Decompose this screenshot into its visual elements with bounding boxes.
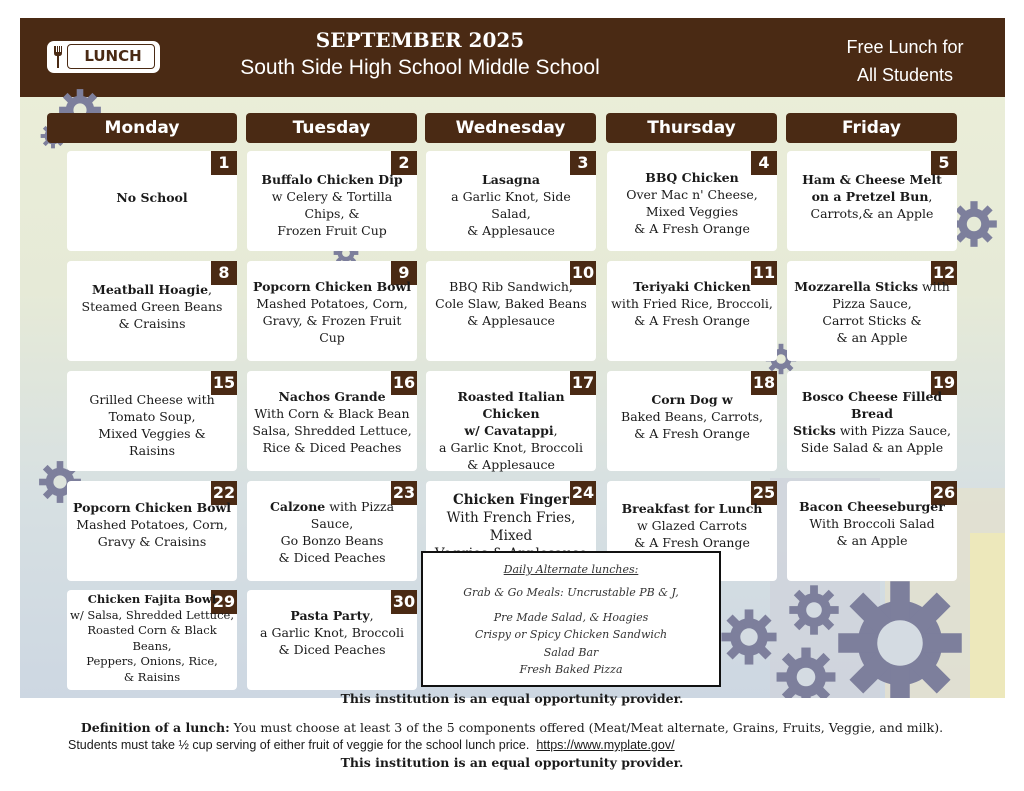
- menu-line: Baked Beans, Carrots,: [621, 409, 763, 424]
- menu-line: With French Fries, Mixed: [446, 510, 576, 544]
- menu-text: [71, 189, 233, 206]
- day-number: 11: [751, 261, 777, 285]
- menu-line: Carrots,& an Apple: [810, 206, 934, 221]
- header-bar: [20, 18, 1005, 97]
- day-cell: [67, 481, 237, 581]
- equal-opportunity-top: This institution is an equal opportunity provider.: [340, 691, 684, 706]
- menu-line: Grilled Cheese with: [89, 392, 215, 407]
- menu-line: Rice & Diced Peaches: [262, 440, 402, 455]
- menu-text: [251, 388, 413, 456]
- menu-text: [251, 278, 413, 346]
- day-number: 3: [570, 151, 596, 175]
- building-decoration: [970, 533, 1005, 698]
- menu-line: No School: [116, 190, 188, 205]
- menu-line: With Corn & Black Bean: [254, 406, 410, 421]
- day-number: 5: [931, 151, 957, 175]
- menu-line: Mashed Potatoes, Corn,: [76, 517, 228, 532]
- logo-label: LUNCH: [67, 44, 155, 69]
- day-cell: [426, 261, 596, 361]
- day-cell: [67, 590, 237, 690]
- school-name: South Side High School Middle School: [240, 56, 600, 79]
- menu-line: Over Mac n' Cheese,: [626, 187, 758, 202]
- day-cell: [787, 261, 957, 361]
- menu-text: [611, 169, 773, 237]
- menu-text: [430, 388, 592, 473]
- menu-line: Side Salad & an Apple: [800, 440, 944, 455]
- menu-line: Cole Slaw, Baked Beans: [435, 296, 587, 311]
- alternate-item: Crispy or Spicy Chicken Sandwich: [474, 628, 668, 641]
- menu-text: [611, 391, 773, 442]
- day-number: 30: [391, 590, 417, 614]
- day-number: 19: [931, 371, 957, 395]
- menu-line: Mozzarella Sticks with: [794, 279, 950, 294]
- menu-text: [251, 607, 413, 658]
- menu-text: [251, 498, 413, 566]
- menu-line: Bacon Cheeseburger: [799, 499, 945, 514]
- menu-line: a Garlic Knot, Broccoli: [439, 440, 583, 455]
- menu-line: & Diced Peaches: [278, 550, 386, 565]
- menu-line: Gravy, & Frozen Fruit Cup: [262, 313, 402, 345]
- day-number: 4: [751, 151, 777, 175]
- day-cell: [247, 371, 417, 471]
- day-header-tuesday: Tuesday: [246, 113, 417, 143]
- calendar-page: [20, 18, 1005, 698]
- menu-line: Nachos Grande: [278, 389, 386, 404]
- menu-line: Mashed Potatoes, Corn,: [256, 296, 408, 311]
- menu-line: Corn Dog w: [651, 392, 733, 407]
- day-cell: [787, 151, 957, 251]
- menu-line: Lasagna: [482, 172, 540, 187]
- menu-line: a Garlic Knot, Side Salad,: [451, 189, 571, 221]
- gear-icon: [720, 608, 778, 666]
- alternate-item: Pre Made Salad, & Hoagies: [493, 610, 649, 624]
- menu-line: & Raisins: [123, 669, 181, 684]
- menu-text: [611, 500, 773, 551]
- gear-icon: [788, 584, 840, 636]
- menu-line: & an Apple: [836, 330, 908, 345]
- day-header-thursday: Thursday: [606, 113, 777, 143]
- menu-line: Mixed Veggies &: [98, 426, 206, 441]
- menu-line: Roasted Corn & Black Beans,: [87, 623, 217, 653]
- menu-line: Meatball Hoagie,: [91, 282, 213, 297]
- menu-line: Go Bonzo Beans: [280, 533, 384, 548]
- day-header-wednesday: Wednesday: [425, 113, 596, 143]
- alternate-item: Salad Bar: [543, 645, 599, 659]
- menu-line: With Broccoli Salad: [809, 516, 935, 531]
- menu-line: Buffalo Chicken Dip: [261, 172, 403, 187]
- definition-label: Definition of a lunch:: [80, 720, 230, 735]
- myplate-link[interactable]: https://www.myplate.gov/: [536, 738, 675, 752]
- menu-line: w/ Cavatappi,: [464, 423, 558, 438]
- menu-text: [791, 388, 953, 456]
- menu-text: [430, 278, 592, 329]
- alternates-heading: Daily Alternate lunches:: [503, 563, 639, 576]
- day-cell: [607, 261, 777, 361]
- menu-line: Mixed Veggies: [645, 204, 739, 219]
- definition-text: You must choose at least 3 of the 5 components offered (Meat/Meat alternate, Grains, Fruits, Veggie, and milk).: [229, 720, 944, 735]
- menu-text: [71, 499, 233, 550]
- menu-line: & A Fresh Orange: [634, 221, 750, 236]
- menu-line: on a Pretzel Bun,: [811, 189, 933, 204]
- menu-line: Tomato Soup,: [108, 409, 196, 424]
- menu-line: Carrot Sticks &: [822, 313, 922, 328]
- menu-line: Roasted Italian Chicken: [457, 389, 565, 421]
- menu-line: Ham & Cheese Melt: [802, 172, 942, 187]
- day-number: 8: [211, 261, 237, 285]
- menu-line: Chicken Finger: [452, 492, 570, 508]
- menu-line: Popcorn Chicken Bowl: [73, 500, 231, 515]
- alternate-item: Grab & Go Meals: Uncrustable PB & J,: [463, 586, 679, 599]
- menu-line: a Garlic Knot, Broccoli: [260, 625, 404, 640]
- day-number: 10: [570, 261, 596, 285]
- menu-line: with Fried Rice, Broccoli,: [611, 296, 773, 311]
- gear-icon: [835, 578, 965, 698]
- menu-line: Raisins: [128, 443, 176, 458]
- menu-line: w Glazed Carrots: [637, 518, 747, 533]
- menu-text: [69, 592, 235, 685]
- day-cell: [247, 261, 417, 361]
- menu-line: & A Fresh Orange: [634, 426, 750, 441]
- fruit-veggie-note: [68, 738, 968, 752]
- day-header-friday: Friday: [786, 113, 957, 143]
- day-number: 9: [391, 261, 417, 285]
- menu-line: Salsa, Shredded Lettuce,: [252, 423, 412, 438]
- menu-line: & Craisins: [118, 316, 186, 331]
- day-number: 23: [391, 481, 417, 505]
- day-cell: [787, 371, 957, 471]
- menu-line: & an Apple: [836, 533, 908, 548]
- day-cell: [67, 151, 237, 251]
- day-cell: [67, 371, 237, 471]
- day-header-monday: Monday: [47, 113, 237, 143]
- menu-line: Calzone with Pizza Sauce,: [269, 499, 395, 531]
- free-line-2: All Students: [856, 65, 954, 85]
- menu-line: Steamed Green Beans: [81, 299, 223, 314]
- menu-line: Sticks with Pizza Sauce,: [792, 423, 952, 438]
- menu-line: Frozen Fruit Cup: [277, 223, 387, 238]
- menu-line: Popcorn Chicken Bowl: [253, 279, 411, 294]
- day-number: 17: [570, 371, 596, 395]
- day-cell: [426, 371, 596, 471]
- day-cell: [426, 151, 596, 251]
- menu-line: w/ Salsa, Shredded Lettuce,: [70, 607, 234, 622]
- day-cell: [247, 481, 417, 581]
- menu-line: & A Fresh Orange: [634, 313, 750, 328]
- menu-line: Bosco Cheese Filled Bread: [801, 389, 943, 421]
- menu-line: Peppers, Onions, Rice,: [86, 654, 218, 668]
- free-line-1: Free Lunch for: [846, 37, 964, 57]
- day-number: 24: [570, 481, 596, 505]
- day-number: 12: [931, 261, 957, 285]
- menu-line: & Applesauce: [467, 457, 555, 472]
- menu-line: Pasta Party,: [290, 608, 374, 623]
- lunch-definition: [0, 720, 1024, 735]
- day-number: 26: [931, 481, 957, 505]
- menu-line: Breakfast for Lunch: [621, 501, 763, 516]
- menu-line: BBQ Chicken: [645, 170, 739, 185]
- menu-text: [611, 278, 773, 329]
- day-cell: [247, 590, 417, 690]
- menu-line: & A Fresh Orange: [634, 535, 750, 550]
- menu-line: w Celery & Tortilla Chips, &: [271, 189, 393, 221]
- day-number: 22: [211, 481, 237, 505]
- menu-text: [791, 171, 953, 222]
- day-number: 1: [211, 151, 237, 175]
- menu-text: [71, 391, 233, 459]
- day-cell: [607, 371, 777, 471]
- menu-line: Chicken Fajita Bowl: [87, 592, 217, 606]
- daily-alternates-box: [421, 551, 721, 687]
- alternate-item: Fresh Baked Pizza: [519, 663, 623, 676]
- day-number: 25: [751, 481, 777, 505]
- menu-text: [251, 171, 413, 239]
- day-number: 18: [751, 371, 777, 395]
- menu-line: Gravy & Craisins: [97, 534, 207, 549]
- gear-icon: [950, 200, 998, 248]
- menu-text: [791, 278, 953, 346]
- menu-line: & Applesauce: [467, 313, 555, 328]
- menu-line: BBQ Rib Sandwich,: [449, 279, 573, 294]
- fork-icon: [53, 46, 63, 68]
- menu-text: [71, 281, 233, 332]
- fruit-veggie-text: Students must take ½ cup serving of either fruit of veggie for the school lunch price.: [68, 738, 530, 752]
- day-number: 2: [391, 151, 417, 175]
- menu-line: & Diced Peaches: [278, 642, 386, 657]
- free-lunch-notice: [800, 33, 1005, 89]
- menu-line: Pizza Sauce,: [832, 296, 912, 311]
- day-cell: [787, 481, 957, 581]
- day-number: 29: [211, 590, 237, 614]
- day-cell: [607, 151, 777, 251]
- day-number: 15: [211, 371, 237, 395]
- menu-text: [430, 171, 592, 239]
- menu-line: & Applesauce: [467, 223, 555, 238]
- day-cell: [67, 261, 237, 361]
- menu-text: [791, 498, 953, 549]
- menu-line: Teriyaki Chicken: [633, 279, 751, 294]
- month-title: SEPTEMBER 2025: [315, 28, 525, 52]
- lunch-logo: [47, 41, 160, 73]
- day-number: 16: [391, 371, 417, 395]
- equal-opportunity-bottom: This institution is an equal opportunity provider.: [340, 755, 684, 770]
- day-cell: [247, 151, 417, 251]
- alternates-list: [423, 584, 719, 679]
